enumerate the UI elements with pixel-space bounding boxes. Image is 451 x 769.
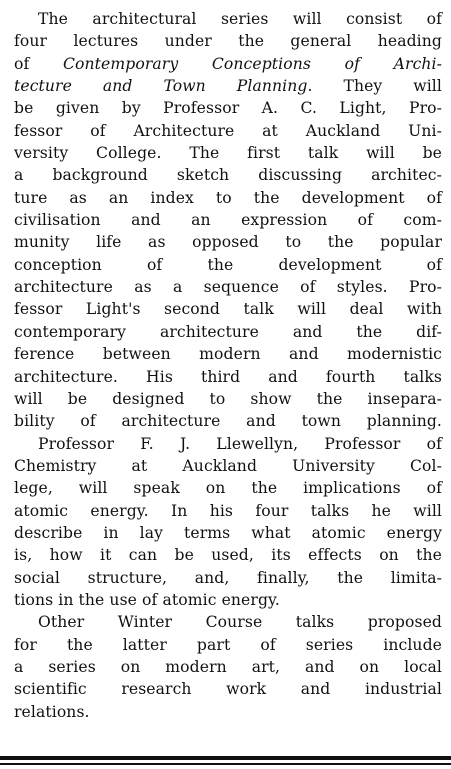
column-end-rule-thick xyxy=(0,756,451,760)
text-line: architecture as a sequence of styles. Pro- xyxy=(14,278,442,297)
text-line: versity College. The first talk will be xyxy=(14,144,442,163)
text-line: The architectural series will consist of xyxy=(38,10,442,28)
text-line: social structure, and, finally, the limita- xyxy=(14,568,442,587)
text-line: relations. xyxy=(14,702,90,721)
text-line: conception of the development of xyxy=(14,255,442,274)
text-line: bility of architecture and town planning. xyxy=(14,412,442,431)
text-line: Professor F. J. Llewellyn, Professor of xyxy=(38,434,442,453)
text-line: four lectures under the general heading xyxy=(14,32,442,51)
text-line: scientific research work and industrial xyxy=(14,680,442,699)
text-line: fessor of Architecture at Auckland Uni- xyxy=(14,121,442,140)
text-line: munity life as opposed to the popular xyxy=(14,233,442,252)
article-column xyxy=(14,8,442,723)
text-line: civilisation and an expression of com- xyxy=(14,211,442,230)
text-line: atomic energy. In his four talks he will xyxy=(14,501,442,520)
text-line: a series on modern art, and on local xyxy=(14,657,442,676)
text-line: fessor Light's second talk will deal with xyxy=(14,300,442,319)
text-line: a background sketch discussing architec- xyxy=(14,166,442,185)
text-line xyxy=(14,75,442,97)
text-line: ture as an index to the development of xyxy=(14,188,442,207)
lecture-title-italic: tecture and Town Planning xyxy=(14,77,308,96)
text-line: is, how it can be used, its effects on the xyxy=(14,546,442,565)
text-line: architecture. His third and fourth talks xyxy=(14,367,442,386)
text-line: will be designed to show the insepara- xyxy=(14,389,442,408)
text-fragment: of xyxy=(14,54,64,73)
text-line: ference between modern and modernistic xyxy=(14,345,442,364)
text-line: lege, will speak on the implications of xyxy=(14,479,442,498)
text-line: Other Winter Course talks proposed xyxy=(38,613,442,632)
lecture-title-italic: Contemporary Conceptions of Archi- xyxy=(63,54,442,73)
text-line: for the latter part of series include xyxy=(14,635,442,654)
text-line: contemporary architecture and the dif- xyxy=(14,322,442,341)
text-fragment: . They will xyxy=(307,77,442,96)
column-end-rule-thin xyxy=(0,763,451,765)
text-line: be given by Professor A. C. Light, Pro- xyxy=(14,99,442,118)
text-line: Chemistry at Auckland University Col- xyxy=(14,456,442,475)
text-line: describe in lay terms what atomic energy xyxy=(14,523,442,542)
text-line xyxy=(14,53,442,75)
text-line: tions in the use of atomic energy. xyxy=(14,590,280,609)
